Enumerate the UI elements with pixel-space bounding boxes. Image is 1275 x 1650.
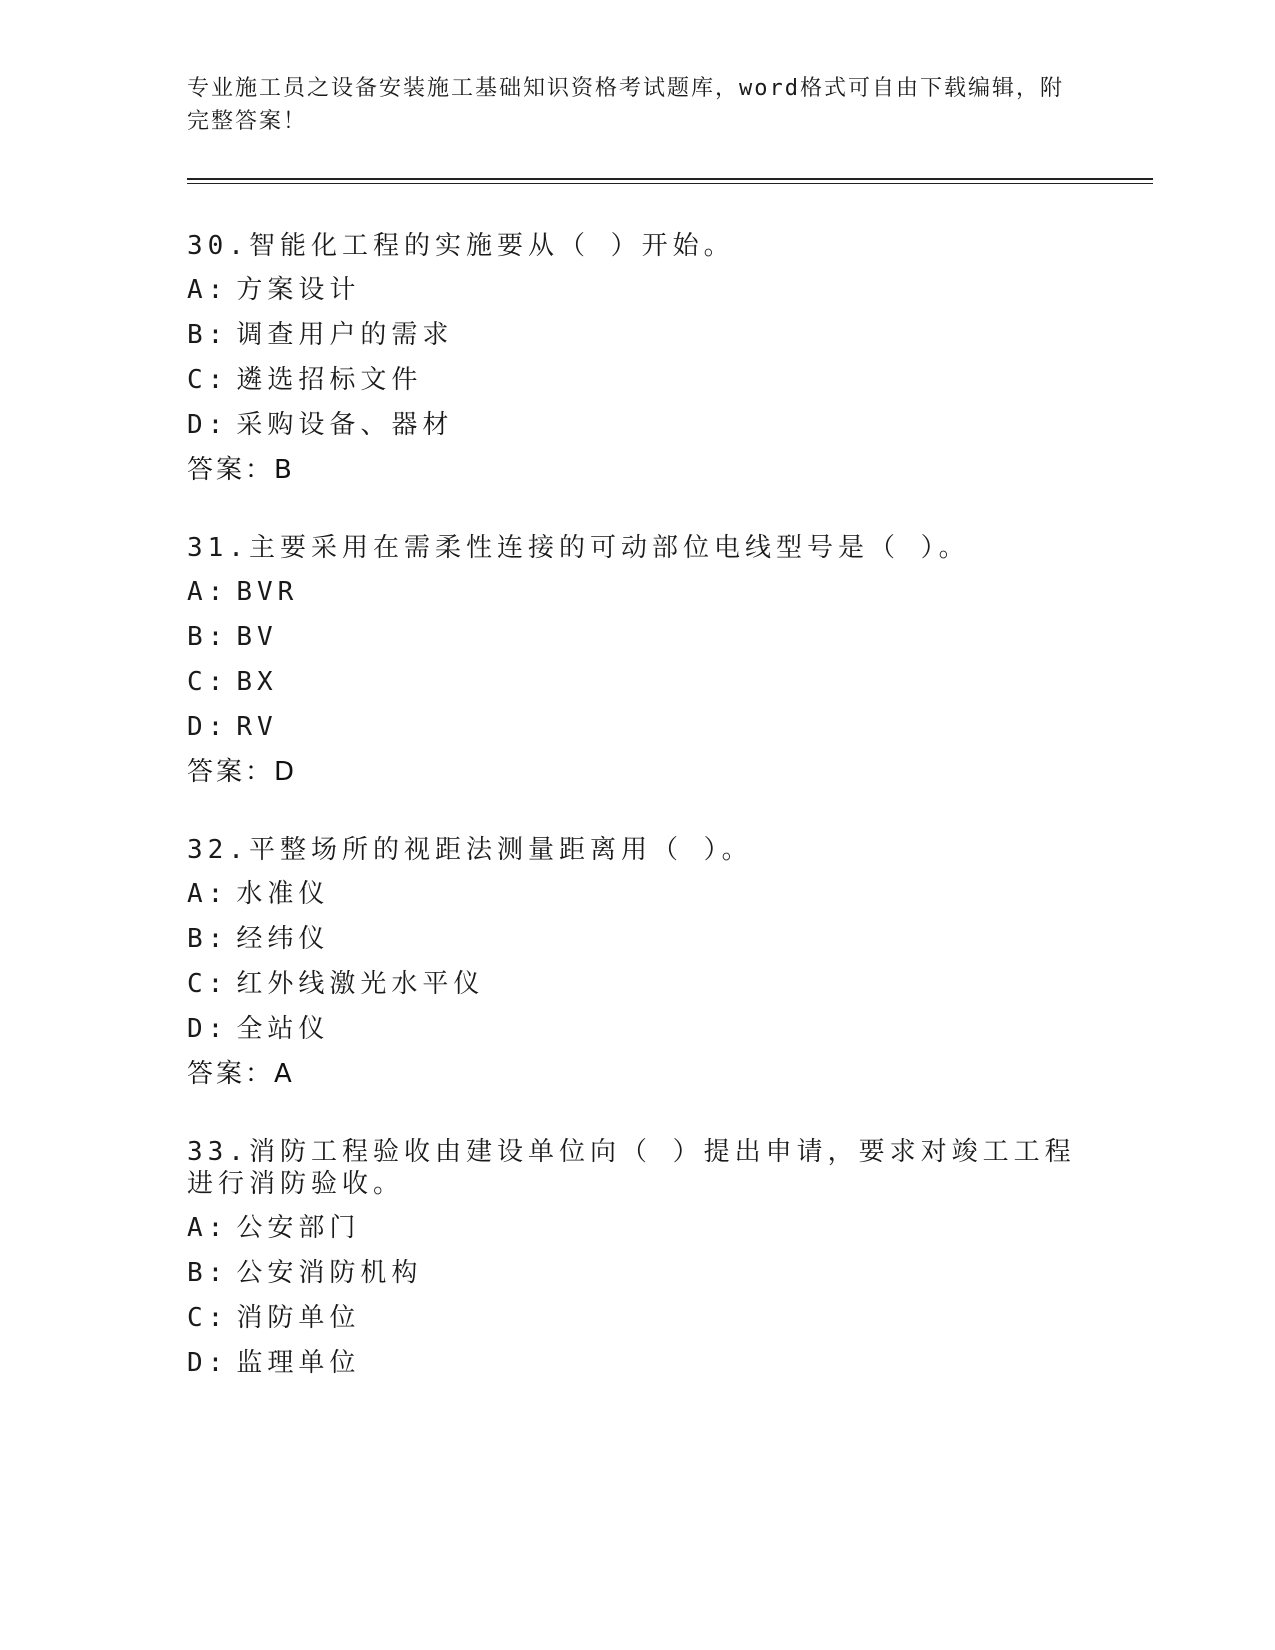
option-key: C: xyxy=(187,969,229,999)
option-text: 红外线激光水平仪 xyxy=(236,969,485,999)
option-key: D: xyxy=(187,410,229,440)
option-text: 水准仪 xyxy=(236,879,330,909)
option-key: B: xyxy=(187,622,229,652)
option-text: 采购设备、器材 xyxy=(236,410,454,440)
option-text: 经纬仪 xyxy=(236,924,330,954)
option-b xyxy=(187,319,1087,351)
option-b xyxy=(187,621,1087,653)
answer-line: 答案：D xyxy=(187,757,298,787)
option-a xyxy=(187,1212,1087,1244)
option-key: D: xyxy=(187,1014,229,1044)
question-stem: 31.主要采用在需柔性连接的可动部位电线型号是（ ）。 xyxy=(187,533,970,563)
question-item xyxy=(187,834,1087,1090)
option-key: C: xyxy=(187,667,229,697)
question-item xyxy=(187,1136,1087,1379)
option-c xyxy=(187,666,1087,698)
option-text: 方案设计 xyxy=(236,275,361,305)
option-a xyxy=(187,274,1087,306)
option-d xyxy=(187,1013,1087,1045)
question-stem: 32.平整场所的视距法测量距离用（ ）。 xyxy=(187,835,753,865)
option-key: A: xyxy=(187,275,229,305)
question-stem: 30.智能化工程的实施要从（ ）开始。 xyxy=(187,231,735,261)
option-key: A: xyxy=(187,577,229,607)
option-text: 全站仪 xyxy=(236,1014,330,1044)
option-key: D: xyxy=(187,712,229,742)
option-text: 监理单位 xyxy=(236,1348,361,1378)
option-b xyxy=(187,923,1087,955)
option-text: BV xyxy=(236,622,278,652)
answer-line: 答案：B xyxy=(187,455,295,485)
option-key: C: xyxy=(187,365,229,395)
question-stem: 33.消防工程验收由建设单位向（ ）提出申请，要求对竣工工程进行消防验收。 xyxy=(187,1137,1076,1199)
option-key: A: xyxy=(187,879,229,909)
option-c xyxy=(187,968,1087,1000)
option-key: B: xyxy=(187,924,229,954)
option-text: 公安消防机构 xyxy=(236,1258,423,1288)
option-text: 调查用户的需求 xyxy=(236,320,454,350)
option-key: B: xyxy=(187,1258,229,1288)
option-text: 公安部门 xyxy=(236,1213,361,1243)
question-item xyxy=(187,230,1087,486)
option-a xyxy=(187,878,1087,910)
option-c xyxy=(187,1302,1087,1334)
option-d xyxy=(187,409,1087,441)
option-text: 消防单位 xyxy=(236,1303,361,1333)
option-key: D: xyxy=(187,1348,229,1378)
option-key: B: xyxy=(187,320,229,350)
document-header: 专业施工员之设备安装施工基础知识资格考试题库，word格式可自由下载编辑，附完整答案！ xyxy=(187,76,1064,134)
question-list xyxy=(187,230,1087,1425)
option-key: A: xyxy=(187,1213,229,1243)
option-key: C: xyxy=(187,1303,229,1333)
option-text: BX xyxy=(236,667,278,697)
option-b xyxy=(187,1257,1087,1289)
header-divider-thin xyxy=(187,183,1153,184)
option-text: BVR xyxy=(236,577,299,607)
option-c xyxy=(187,364,1087,396)
option-text: RV xyxy=(236,712,278,742)
header-divider-thick xyxy=(187,178,1153,180)
option-d xyxy=(187,711,1087,743)
option-a xyxy=(187,576,1087,608)
answer-line: 答案：A xyxy=(187,1059,295,1089)
option-text: 遴选招标文件 xyxy=(236,365,423,395)
question-item xyxy=(187,532,1087,788)
option-d xyxy=(187,1347,1087,1379)
